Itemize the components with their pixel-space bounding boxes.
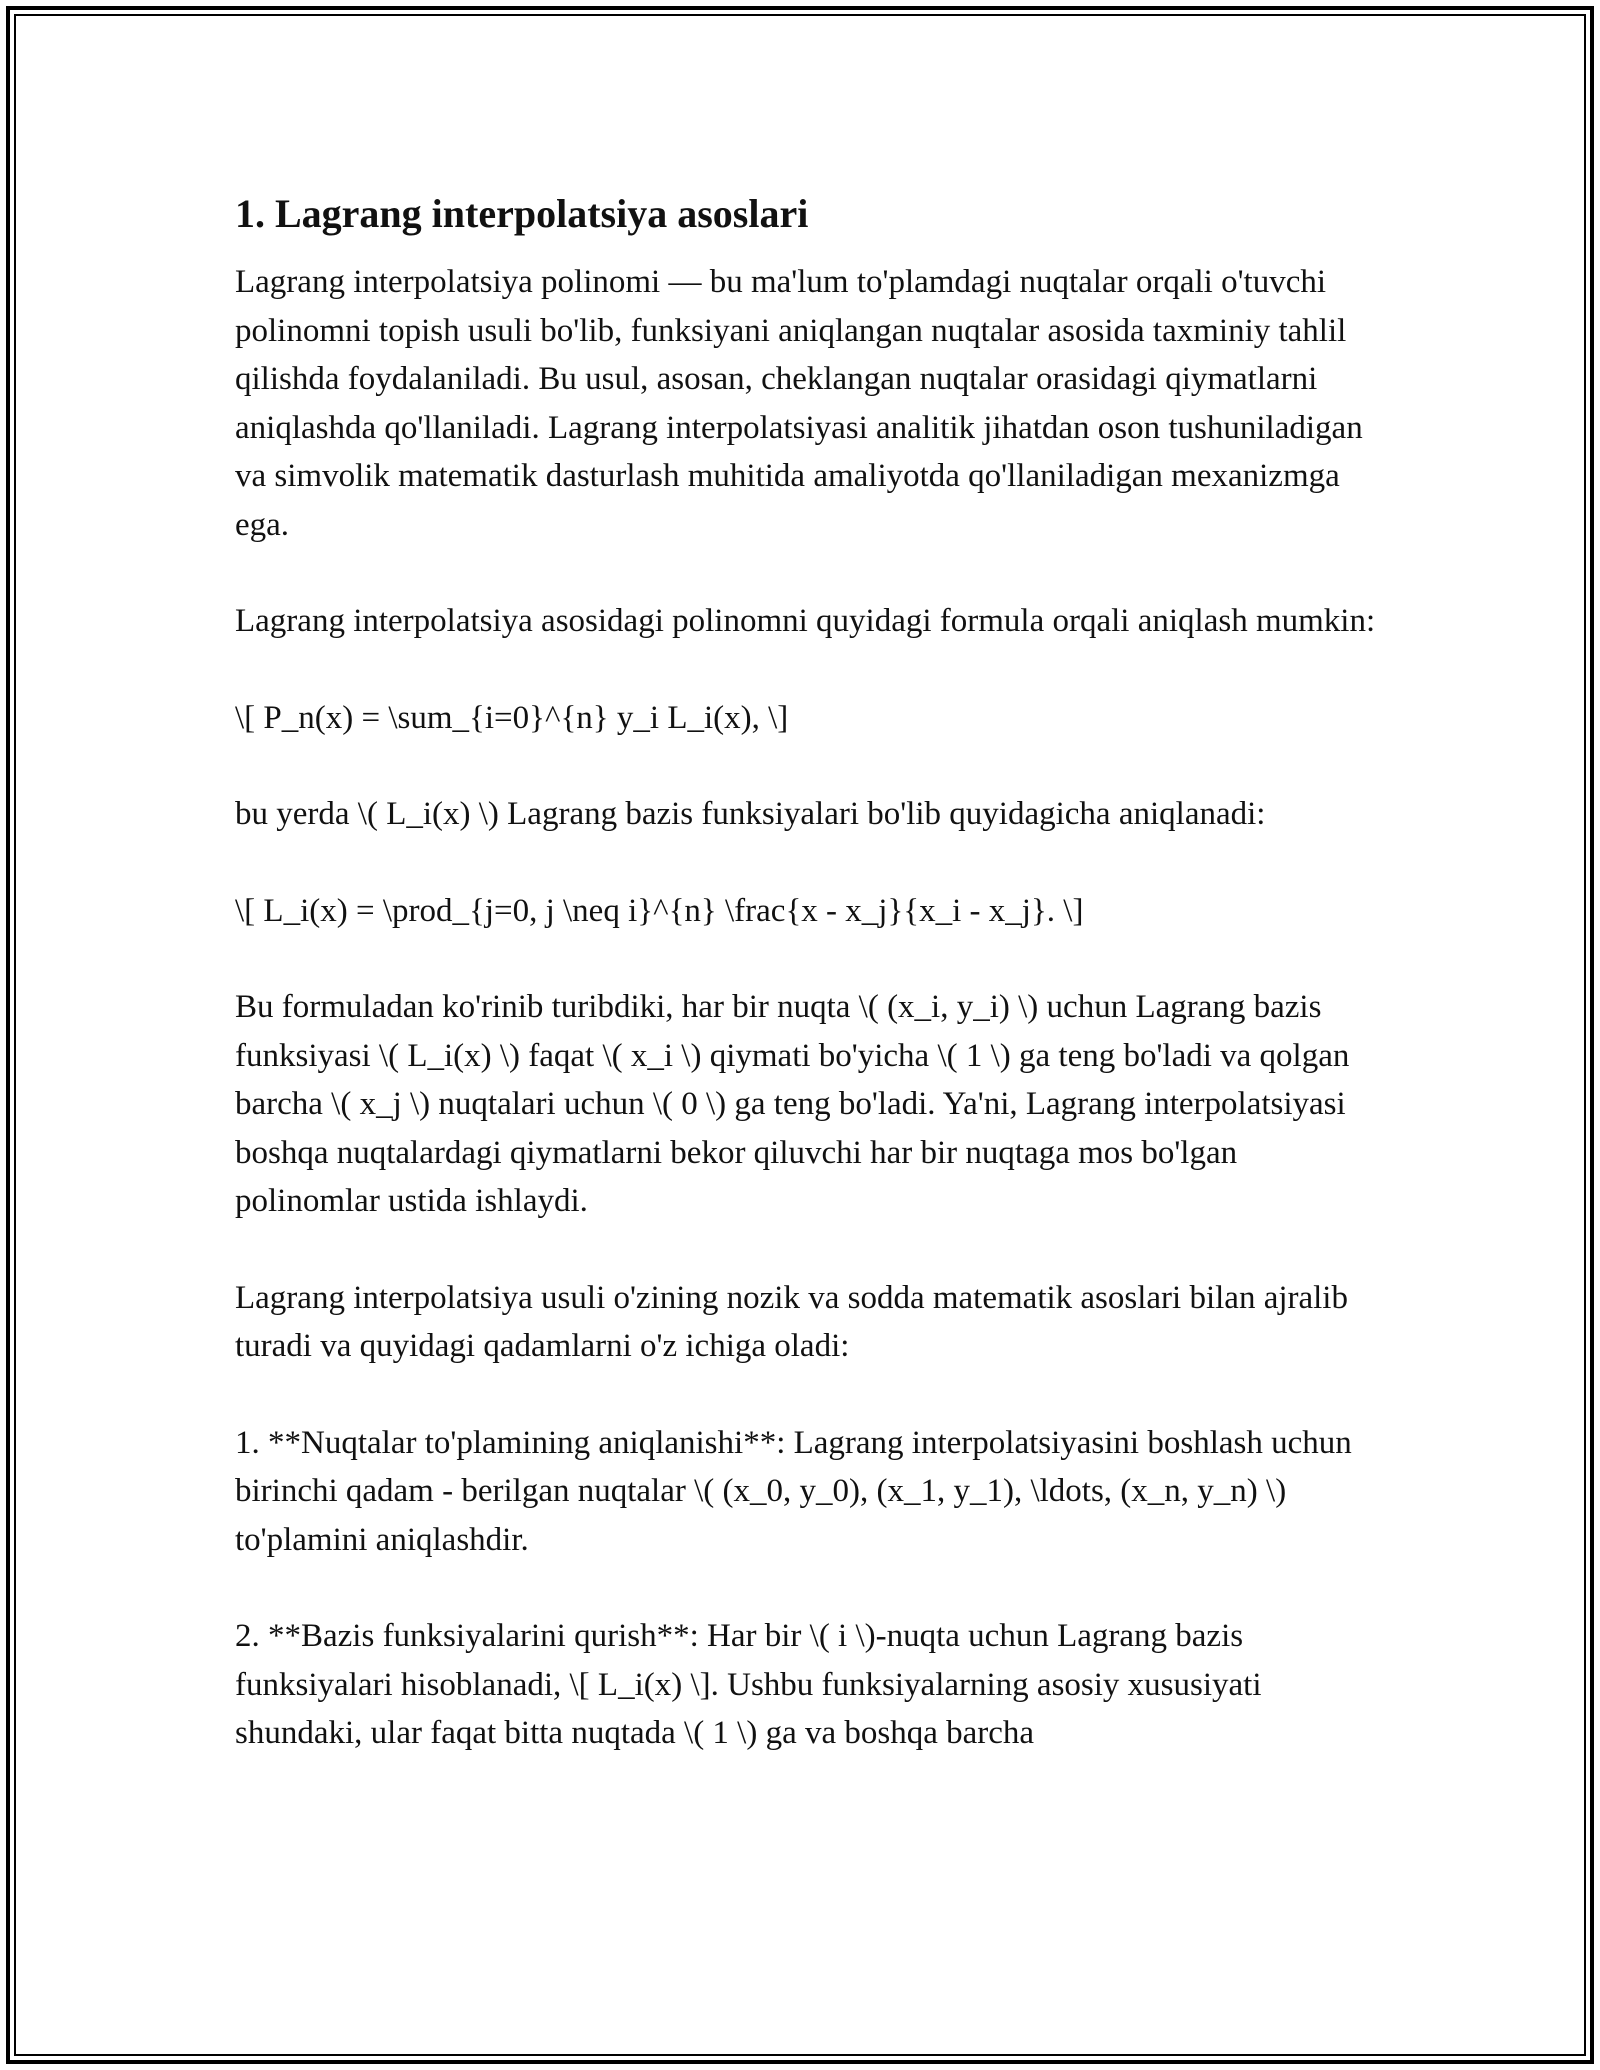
formula-polynomial: \[ P_n(x) = \sum_{i=0}^{n} y_i L_i(x), \] <box>235 699 789 736</box>
paragraph-steps-intro: Lagrang interpolatsiya usuli o'zining nozik va sodda matematik asoslari bilan ajralib turadi va quyidagi qadamlarni o'z ichiga oladi: <box>235 1279 1348 1364</box>
paragraph-basis-intro: bu yerda \( L_i(x) \) Lagrang bazis funksiyalari bo'lib quyidagicha aniqlanadi: <box>235 796 1266 832</box>
document-body <box>235 188 1385 1758</box>
formula-basis: \[ L_i(x) = \prod_{j=0, j \neq i}^{n} \frac{x - x_j}{x_i - x_j}. \] <box>235 892 1084 929</box>
list-item-step-1: 1. **Nuqtalar to'plamining aniqlanishi**: Lagrang interpolatsiyasini boshlash uchun birinchi qadam - berilgan nuqtalar \( (x_0, y_0), (x_1, y_1), \ldots, (x_n, y_n) \) to'plamini aniqlashdir. <box>235 1424 1352 1558</box>
list-item-step-2: 2. **Bazis funksiyalarini qurish**: Har bir \( i \)-nuqta uchun Lagrang bazis funksiyalari hisoblanadi, \[ L_i(x) \]. Ushbu funksiyalarning asosiy xususiyati shundaki, ular faqat bitta nuqtada \( 1 \) ga va boshqa barcha <box>235 1618 1262 1751</box>
section-heading: 1. Lagrang interpolatsiya asoslari <box>235 191 809 236</box>
paragraph-intro: Lagrang interpolatsiya polinomi — bu ma'lum to'plamdagi nuqtalar orqali o'tuvchi polinomni topish usuli bo'lib, funksiyani aniqlangan nuqtalar asosida taxminiy tahlil qilishda foydalaniladi. Bu usul, asosan, cheklangan nuqtalar orasidagi qiymatlarni aniqlashda qo'llaniladi. Lagrang interpolatsiyasi analitik jihatdan oson tushuniladigan va simvolik matematik dasturlash muhitida amaliyotda qo'llaniladigan mexanizmga ega. <box>235 264 1363 543</box>
paragraph-formula-intro: Lagrang interpolatsiya asosidagi polinomni quyidagi formula orqali aniqlash mumkin: <box>235 603 1376 639</box>
paragraph-explanation: Bu formuladan ko'rinib turibdiki, har bir nuqta \( (x_i, y_i) \) uchun Lagrang bazis funksiyasi \( L_i(x) \) faqat \( x_i \) qiymati bo'yicha \( 1 \) ga teng bo'ladi va qolgan barcha \( x_j \) nuqtalari uchun \( 0 \) ga teng bo'ladi. Ya'ni, Lagrang interpolatsiyasi boshqa nuqtalardagi qiymatlarni bekor qiluvchi har bir nuqtaga mos bo'lgan polinomlar ustida ishlaydi. <box>235 989 1350 1219</box>
